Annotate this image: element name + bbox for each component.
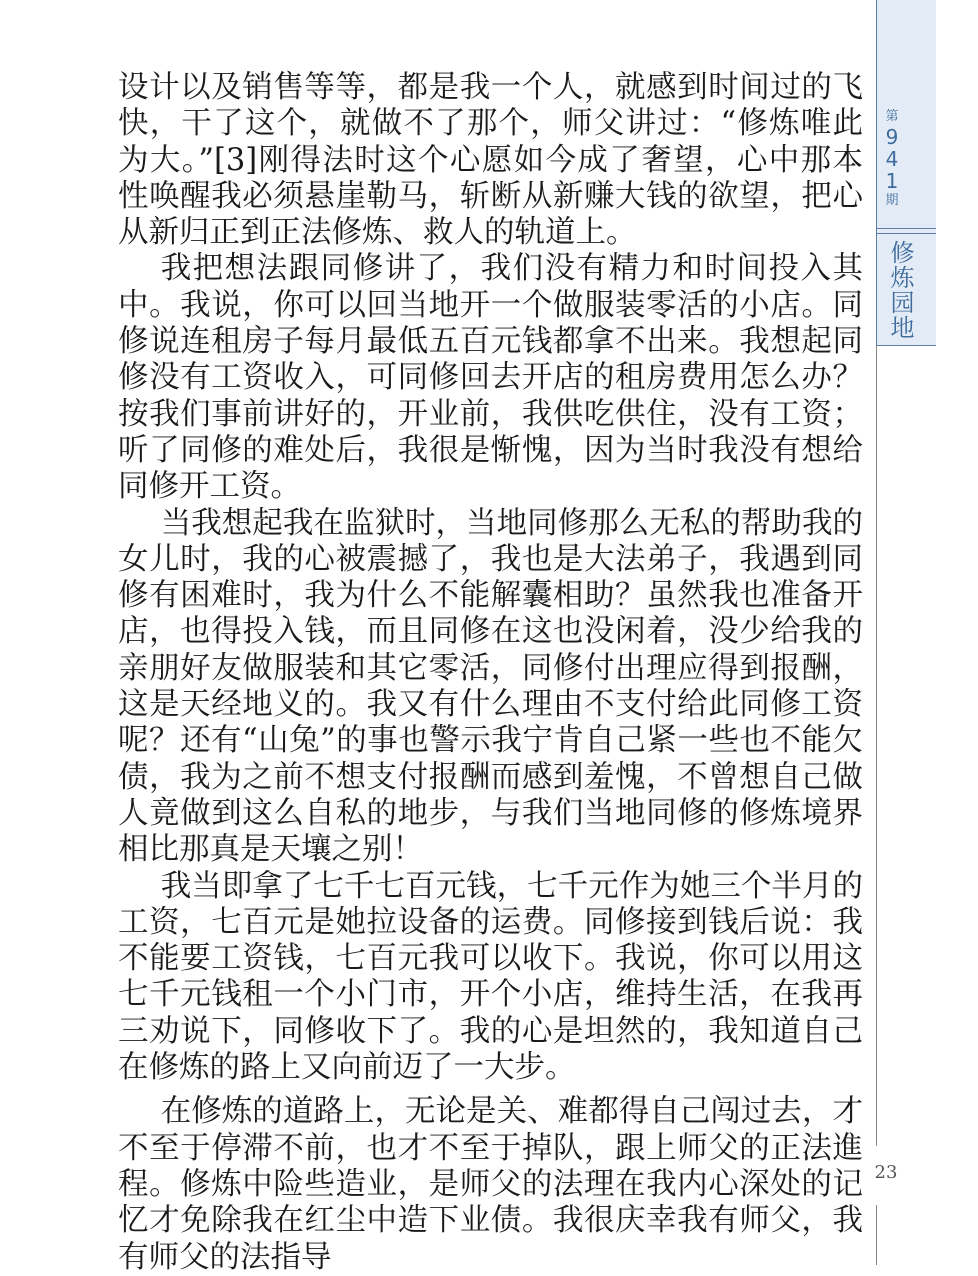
issue-suffix: 期 — [885, 193, 899, 208]
paragraph-4: 我当即拿了七千七百元钱，七千元作为她三个半月的工资，七百元是她拉设备的运费。同修接到钱后说：我不能要工资钱，七百元我可以收下。我说，你可以用这七千元钱租一个小门市，开个小店，维持生活，在我再三劝说下，同修收下了。我的心是坦然的，我知道自己在修炼的路上又向前迈了一大步。 — [118, 868, 863, 1086]
column-title: 修炼园地 — [886, 240, 914, 340]
article-body — [118, 70, 863, 1276]
tab-divider — [877, 228, 936, 229]
paragraph-5: 在修炼的道路上，无论是关、难都得自己闯过去，才不至于停滞不前，也才不至于掉队，跟上师父的正法進程。修炼中险些造业，是师父的法理在我内心深处的记忆才免除我在红尘中造下业债。我很庆幸我有师父，我有师父的法指导 — [118, 1094, 863, 1275]
issue-digit: 9 — [885, 125, 899, 149]
margin-rule — [876, 346, 877, 1146]
issue-number — [877, 108, 907, 210]
tab-divider — [877, 233, 936, 234]
page-number: 23 — [874, 1162, 898, 1183]
issue-side-tab — [876, 0, 936, 346]
issue-prefix: 第 — [885, 109, 899, 124]
paragraph-3: 当我想起我在监狱时，当地同修那么无私的帮助我的女儿时，我的心被震撼了，我也是大法弟子，我遇到同修有困难时，我为什么不能解囊相助？虽然我也准备开店，也得投入钱，而且同修在这也没闲着，没少给我的亲朋好友做服装和其它零活，同修付出理应得到报酬，这是天经地义的。我又有什么理由不支付给此同修工资呢？还有“山兔”的事也警示我宁肯自己紧一些也不能欠债，我为之前不想支付报酬而感到羞愧，不曾想自己做人竟做到这么自私的地步，与我们当地同修的修炼境界相比那真是天壤之别！ — [118, 505, 863, 868]
issue-digit: 1 — [885, 169, 899, 193]
paragraph-2: 我把想法跟同修讲了，我们没有精力和时间投入其中。我说，你可以回当地开一个做服装零活的小店。同修说连租房子每月最低五百元钱都拿不出来。我想起同修没有工资收入，可同修回去开店的租房费用怎么办？按我们事前讲好的，开业前，我供吃供住，没有工资；听了同修的难处后，我很是惭愧，因为当时我没有想给同修开工资。 — [118, 251, 863, 505]
issue-digit: 4 — [885, 147, 899, 171]
tab-divider — [877, 345, 936, 346]
margin-rule — [876, 1205, 877, 1265]
paragraph-1: 设计以及销售等等，都是我一个人，就感到时间过的飞快，干了这个，就做不了那个，师父讲过：“修炼唯此为大。”[3]刚得法时这个心愿如今成了奢望，心中那本性唤醒我必须悬崖勒马，斩断从新赚大钱的欲望，把心从新归正到正法修炼、救人的轨道上。 — [118, 70, 863, 251]
